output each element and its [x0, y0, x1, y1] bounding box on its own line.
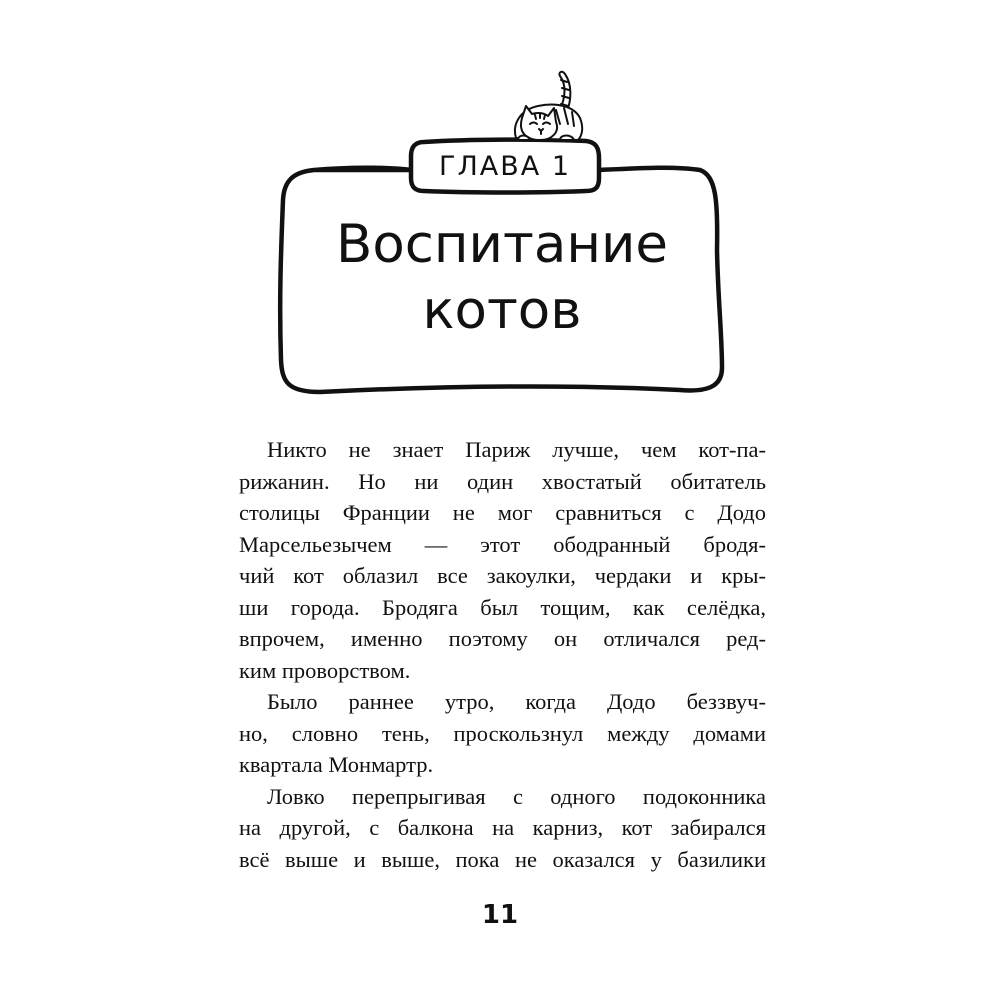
text-line: впрочем, именно поэтому он отличался ред-	[239, 626, 766, 651]
chapter-label: ГЛАВА 1	[439, 150, 571, 182]
text-line: квартала Монмартр.	[239, 752, 434, 777]
text-line: Никто не знает Париж лучше, чем кот-па-	[267, 437, 766, 462]
text-line: ши города. Бродяга был тощим, как селёдка,	[239, 594, 766, 620]
text-line: Было раннее утро, когда Додо беззвуч-	[267, 689, 766, 714]
text-line: рижанин. Но ни один хвостатый обитатель	[239, 468, 766, 494]
chapter-title-line: Воспитание	[335, 214, 669, 275]
text-line: но, словно тень, проскользнул между домами	[239, 720, 766, 746]
text-line: Ловко перепрыгивая с одного подоконника	[267, 783, 766, 809]
text-line: на другой, с балкона на карниз, кот забирался	[239, 815, 766, 840]
text-line: столицы Франции не мог сравниться с Додо	[239, 500, 766, 525]
chapter-title-line: котов	[422, 280, 582, 341]
text-line: всё выше и выше, пока не оказался у базилики	[239, 846, 766, 872]
body-text	[239, 434, 766, 875]
cat-illustration-icon	[515, 72, 582, 140]
chapter-title	[282, 212, 722, 344]
text-line: чий кот облазил все закоулки, чердаки и кры-	[239, 563, 766, 588]
text-line: ким проворством.	[239, 657, 411, 683]
page-number: 11	[481, 900, 519, 930]
text-line: Марсельезычем — этот ободранный бродя-	[239, 531, 766, 557]
